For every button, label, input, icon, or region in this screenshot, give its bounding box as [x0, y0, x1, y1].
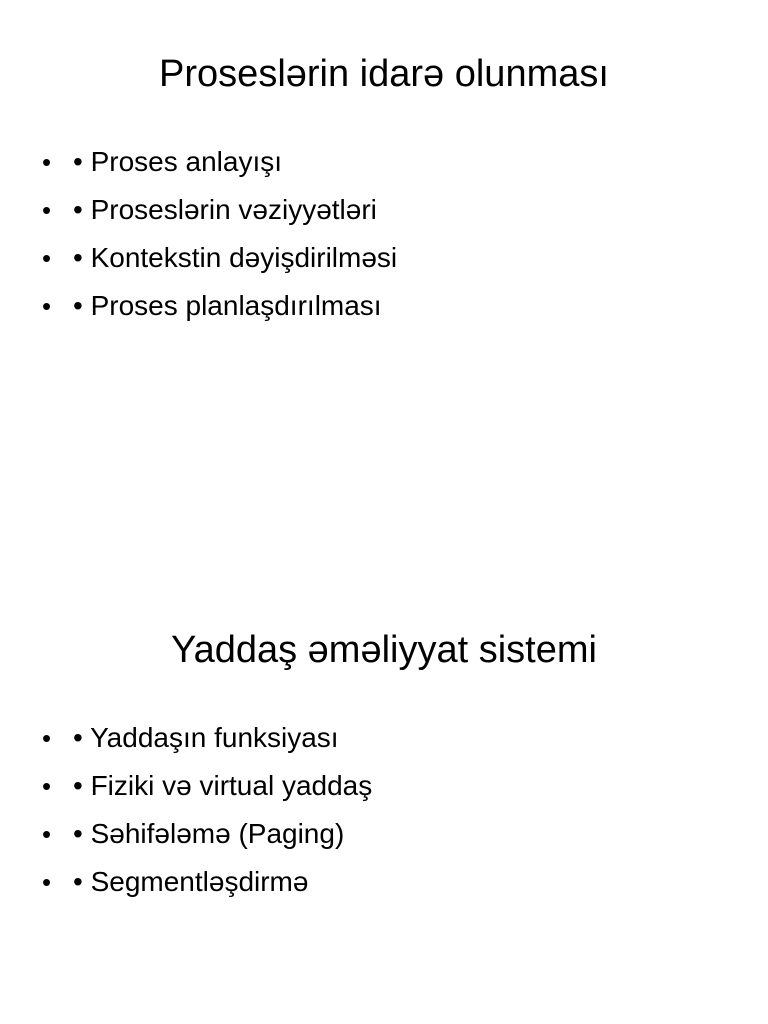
bullet-icon: •: [42, 147, 52, 177]
bullet-icon: •: [42, 867, 52, 897]
slide-title: Proseslərin idarə olunması: [159, 53, 609, 95]
list-item-text: • Proses planlaşdırılması: [73, 290, 382, 321]
list-item-text: • Səhifələmə (Paging): [73, 818, 345, 849]
bullet-icon: •: [42, 243, 52, 273]
slide-title: Yaddaş əməliyyat sistemi: [171, 629, 597, 671]
bullet-icon: •: [42, 195, 52, 225]
list-item-text: • Segmentləşdirmə: [73, 866, 309, 897]
list-item: [0, 714, 768, 762]
bullet-icon: •: [42, 819, 52, 849]
list-item: [0, 234, 768, 282]
slide-memory-os: [0, 576, 768, 1024]
list-item: [0, 762, 768, 810]
list-item-text: • Yaddaşın funksiyası: [73, 722, 339, 753]
list-item: [0, 810, 768, 858]
list-item: [0, 138, 768, 186]
list-item: [0, 186, 768, 234]
bullet-icon: •: [42, 771, 52, 801]
bullet-icon: •: [42, 291, 52, 321]
list-item-text: • Proses anlayışı: [73, 146, 283, 177]
bullet-list: [0, 714, 768, 906]
bullet-icon: •: [42, 723, 52, 753]
list-item-text: • Kontekstin dəyişdirilməsi: [73, 242, 398, 273]
bullet-list: [0, 138, 768, 330]
list-item-text: • Fiziki və virtual yaddaş: [73, 770, 373, 801]
list-item: [0, 282, 768, 330]
list-item-text: • Proseslərin vəziyyətləri: [73, 194, 377, 225]
list-item: [0, 858, 768, 906]
